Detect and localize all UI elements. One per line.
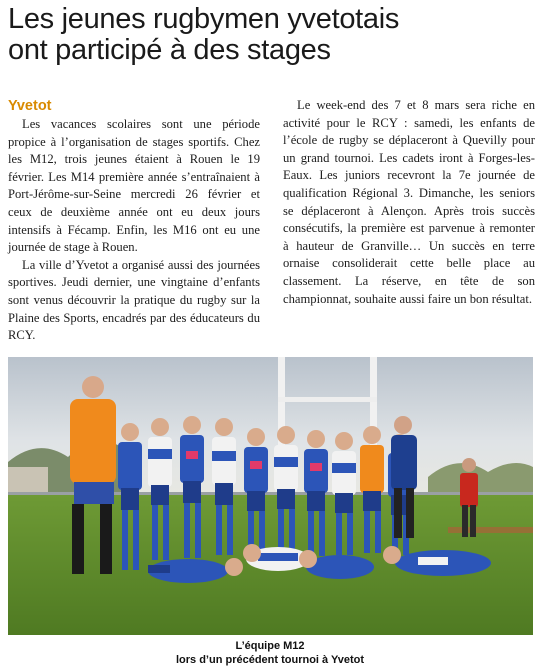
left-column bbox=[8, 97, 260, 345]
left-paragraph-1: Les vacances scolaires sont une période propice à l’organisation de stages sportifs. Chez les M12, trois jeunes étaient à Rouen le 19 février. Les M14 première année s’entraînaient à Port-Jérôme-sur-Seine mercredi 26 février et ceux de deuxième année ont eu deux jours intensifs à Fécamp. Enfin, les M16 ont eu une journée de stage à Rouen. bbox=[8, 117, 260, 255]
caption-line-2: lors d’un précédent tournoi à Yvetot bbox=[175, 654, 365, 666]
dateline: Yvetot bbox=[8, 98, 52, 114]
caption-line-1: L’équipe M12 bbox=[235, 640, 305, 652]
right-paragraph-1: Le week-end des 7 et 8 mars sera riche en activité pour le RCY : samedi, les enfants de l’école de rugby se déplaceront à Quevilly pour un grand tournoi. Les cadets iront à Forges-les-Eaux. Les juniors recevront la 7e journée de qualification Régional 3. Dimanche, les seniors se déplaceront à Alençon. Après trois succès consécutifs, la première est parvenue à remonter à hauteur de Granville… Un succès en terre ornaise consoliderait cette belle place au classement. La réserve, en tête de son championnat, souhaite aussi faire un bon résultat. bbox=[283, 98, 535, 306]
team-photo bbox=[8, 357, 533, 635]
article-headline bbox=[8, 4, 534, 66]
headline-line-1: Les jeunes rugbymen yvetotais bbox=[8, 3, 400, 35]
right-column bbox=[283, 97, 535, 308]
photo-caption bbox=[0, 639, 540, 667]
team-photo-illustration bbox=[8, 357, 533, 635]
headline-line-2: ont participé à des stages bbox=[8, 34, 331, 66]
left-paragraph-2: La ville d’Yvetot a organisé aussi des journées sportives. Jeudi dernier, une vingtaine d’enfants sont venus découvrir la pratique du rugby sur la Plaine des Sports, encadrés par des éducateurs du RCY. bbox=[8, 257, 260, 343]
